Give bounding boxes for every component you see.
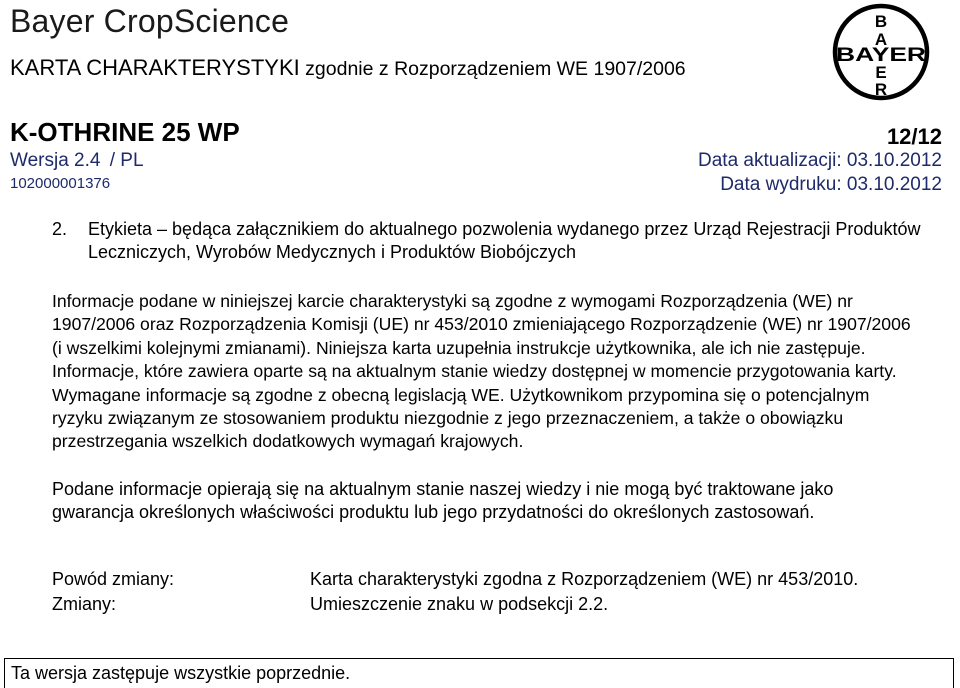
logo-letter-bottom: R [874, 80, 888, 99]
logo-row: BAYER [836, 45, 927, 66]
section-heading: Etykieta – będąca załącznikiem do aktualnego pozwolenia wydanego przez Urząd Rejestracji Produktów Leczniczych, Wyrobów Medycznych i Produktów Biobójczych [88, 219, 921, 262]
change-reason-label: Powód zmiany: [52, 569, 175, 589]
print-date: Data wydruku: 03.10.2012 [720, 174, 942, 195]
version-line [10, 150, 144, 172]
company-name: Bayer CropScience [10, 3, 290, 39]
logo-letter-top: B [874, 12, 888, 31]
logo-letter-upper: A [874, 30, 888, 49]
version-country: / PL [109, 150, 144, 171]
footer-note-box [4, 658, 954, 688]
document-type: KARTA CHARAKTERYSTYKI [10, 55, 300, 80]
changes-value: Umieszczenie znaku w podsekcji 2.2. [310, 594, 609, 614]
product-name: K-OTHRINE 25 WP [10, 117, 240, 147]
info-paragraph: Informacje podane w niniejszej karcie charakterystyki są zgodne z wymogami Rozporządzenia (WE) nr 1907/2006 oraz Rozporządzenia Komisji (UE) nr 453/2010 zmieniającego Rozporządzenie (WE) nr 1907/2006 (i wszelkimi kolejnymi zmianami). Niniejsza karta uzupełnia instrukcje użytkownika, ale ich nie zastępuje. Informacje, które zawiera oparte są na aktualnym stanie wiedzy dostępnej w momencie przygotowania karty. Wymagane informacje są zgodne z obecną legislacją WE. Użytkownikom przypomina się o potencjalnym ryzyku związanym ze stosowaniem produktu niezgodnie z jego przeznaczeniem, a także o obowiązku przestrzegania wszelkich dodatkowych wymagań krajowych. [52, 291, 911, 452]
disclaimer-paragraph: Podane informacje opierają się na aktualnym stanie naszej wiedzy i nie mogą być traktowane jako gwarancja określonych właściwości produktu lub jego przydatności do określonych zastosowań. [52, 479, 834, 523]
regulation-reference: zgodnie z Rozporządzeniem WE 1907/2006 [305, 58, 686, 80]
page-number: 12/12 [886, 124, 942, 149]
revision-date: Data aktualizacji: 03.10.2012 [698, 150, 942, 171]
change-reason-value: Karta charakterystyki zgodna z Rozporządzeniem (WE) nr 453/2010. [310, 569, 859, 589]
document-subtitle [10, 55, 686, 81]
section-number: 2. [52, 219, 68, 239]
bayer-cross-logo [826, 2, 936, 102]
version-number: Wersja 2.4 [10, 150, 101, 171]
logo-letter-lower: E [875, 63, 887, 82]
footer-note: Ta wersja zastępuje wszystkie poprzednie. [11, 663, 351, 683]
changes-label: Zmiany: [52, 594, 117, 614]
document-code: 102000001376 [10, 175, 111, 192]
